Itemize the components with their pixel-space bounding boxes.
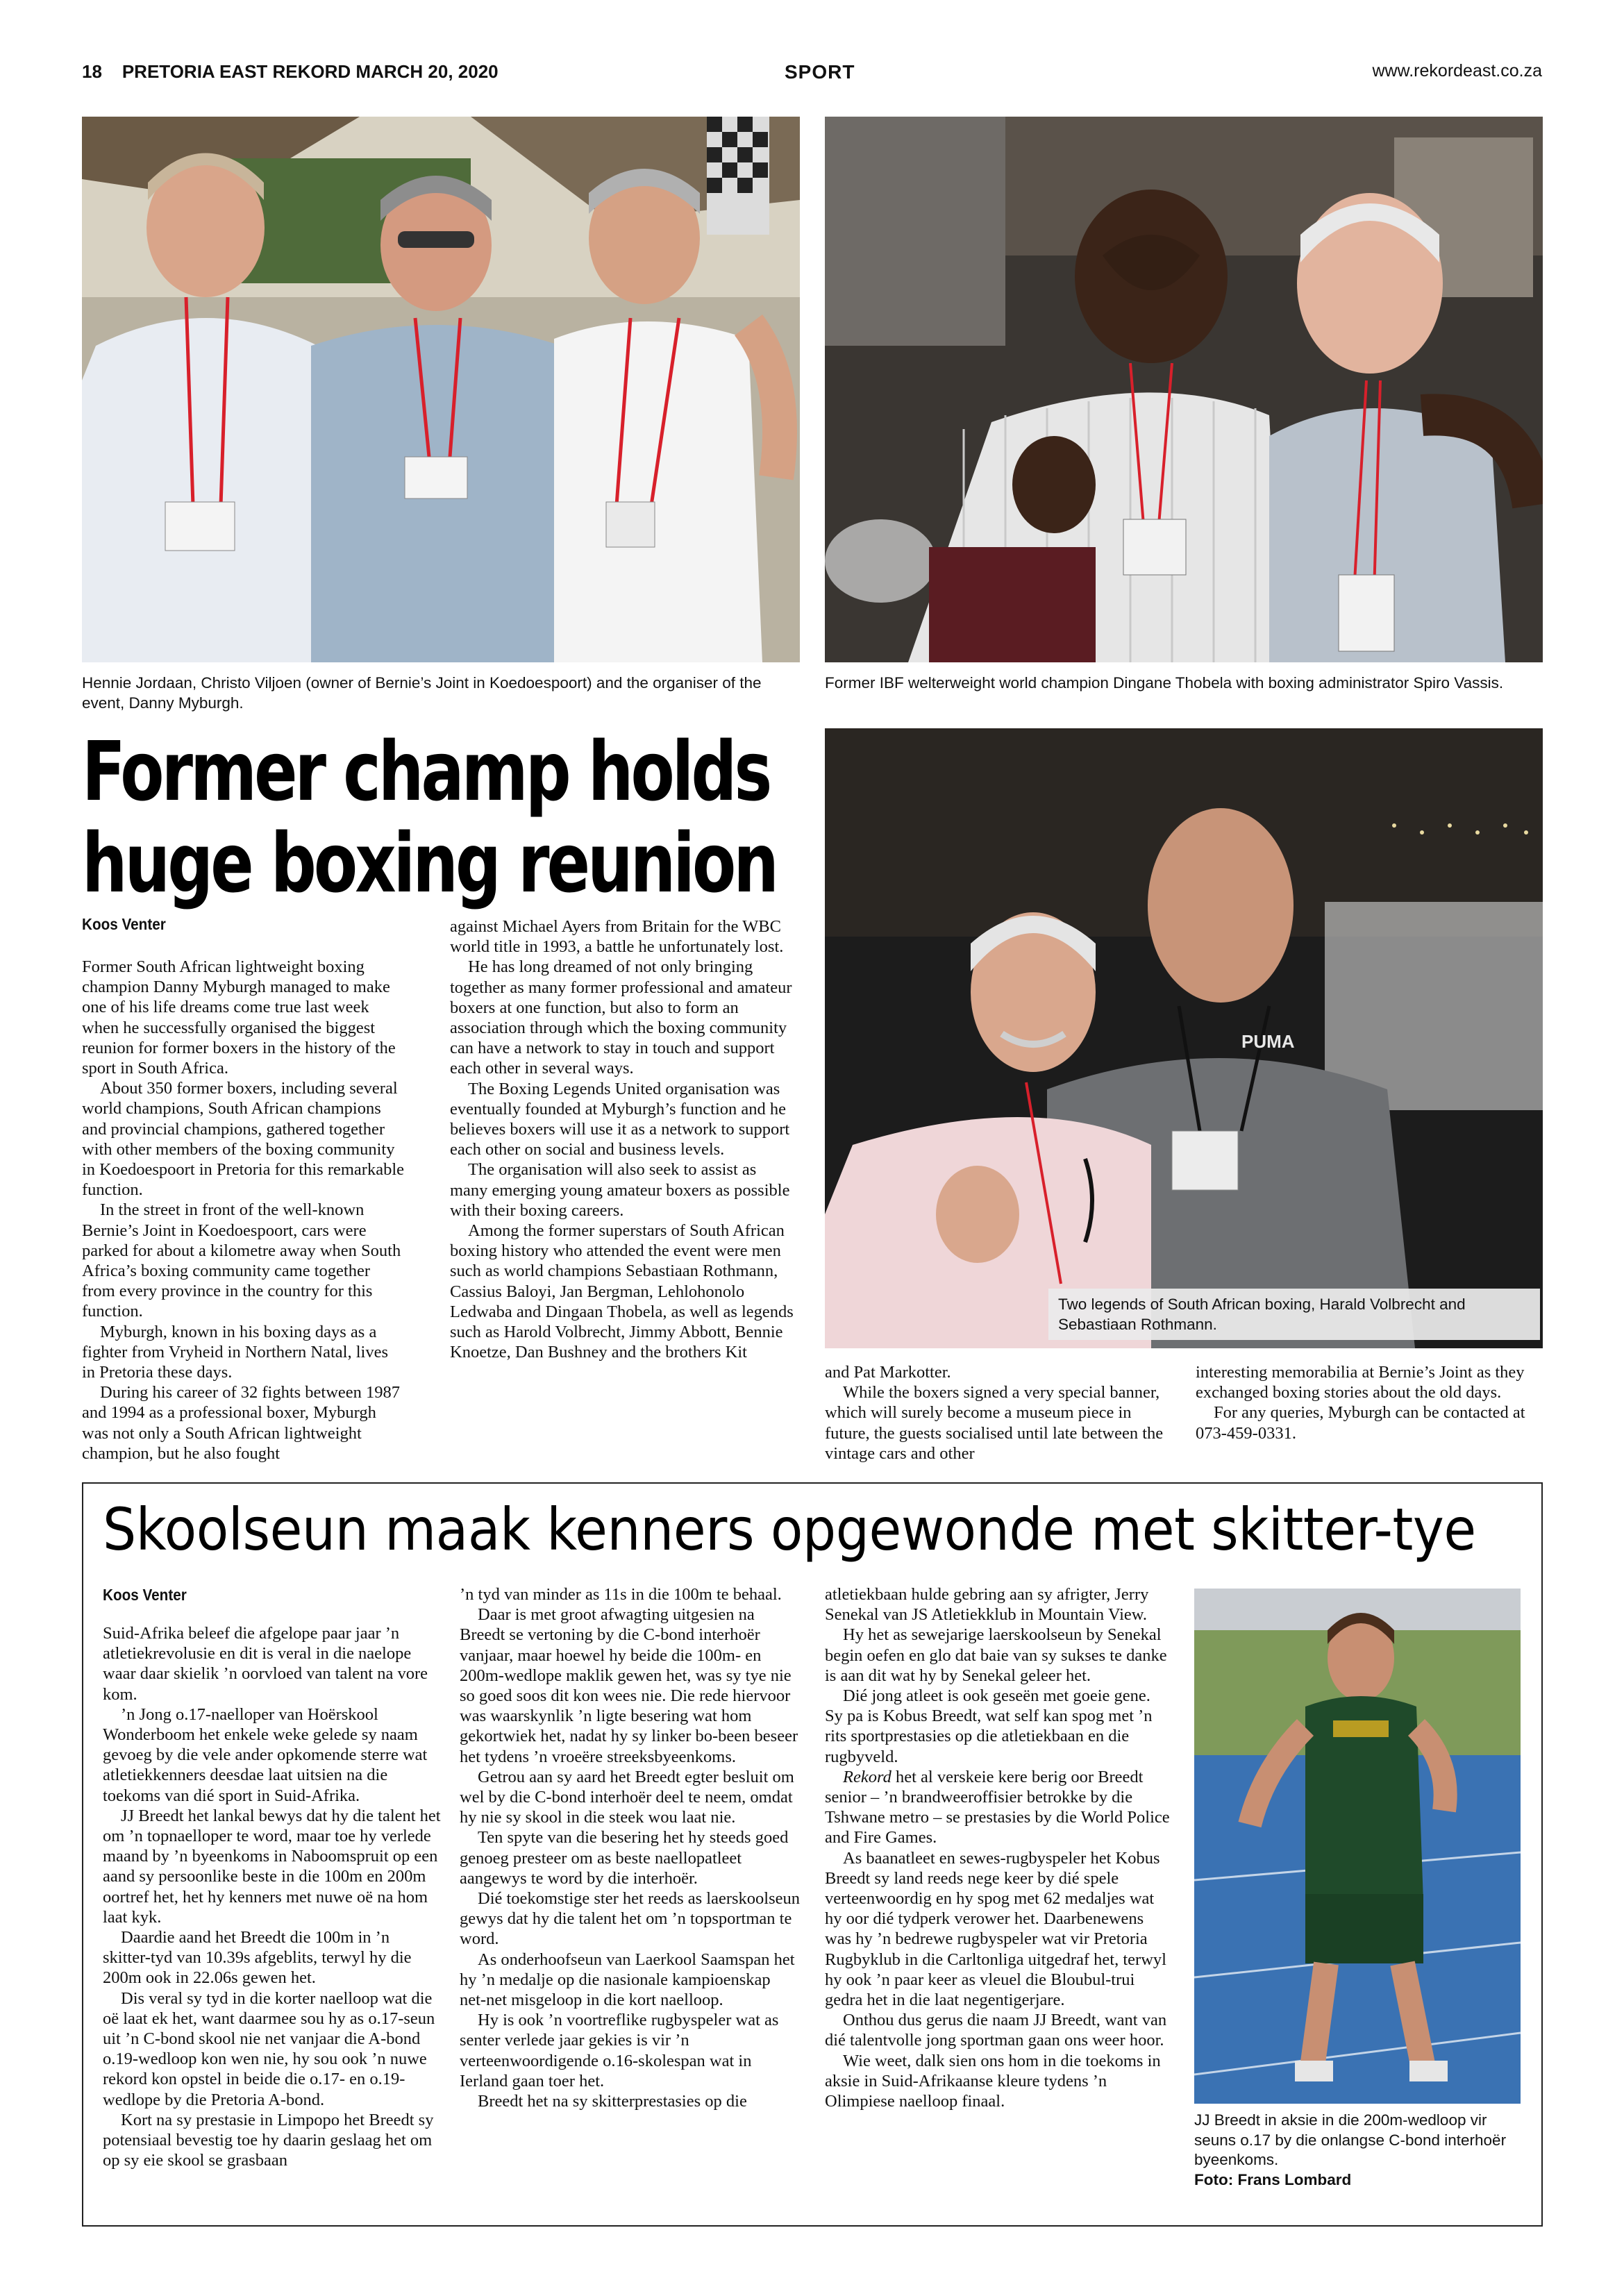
article-headline	[82, 723, 776, 911]
paragraph: Daardie aand het Breedt die 100m in ’n skitter-tyd van 10.39s afgeblits, terwyl hy die 200m ook in 22.06s gewen het.	[103, 1928, 412, 1988]
paragraph: Onthou dus gerus die naam JJ Breedt, want van dié talentvolle jong sportman gaan ons weer hoor.	[825, 2011, 1167, 2050]
article-column-1	[82, 957, 405, 1464]
paragraph: Dié toekomstige ster het reeds as laerskoolseun gewys dat hy die talent het om ’n topsportman te word.	[460, 1889, 801, 1949]
publication-date: PRETORIA EAST REKORD MARCH 20, 2020	[122, 61, 499, 82]
paragraph-text: het al verskeie kere berig oor Breedt senior – ’n brandweeroffisier betrokke by die Tshwane metro – se prestasies by die World Police and Fire Games.	[825, 1767, 1170, 1847]
paragraph: ’n tyd van minder as 11s in die 100m te behaal.	[460, 1585, 782, 1604]
page-number: 18	[82, 61, 102, 82]
paragraph: In the street in front of the well-known Bernie’s Joint in Koedoespoort, cars were parked for about a kilometre away when South Africa’s boxing community came together from every province in the country for this function.	[82, 1200, 401, 1321]
photo-credit: Foto: Frans Lombard	[1194, 2170, 1352, 2188]
paragraph: For any queries, Myburgh can be contacted at 073-459-0331.	[1196, 1403, 1525, 1443]
paragraph: Myburgh, known in his boxing days as a fighter from Vryheid in Northern Natal, lives in Pretoria these days.	[82, 1322, 388, 1382]
article2-column-3	[825, 1584, 1172, 2111]
article-column-2	[450, 916, 797, 1362]
paragraph: During his career of 32 fights between 1987 and 1994 as a professional boxer, Myburgh was not only a South African lightweight champion, but he also fought	[82, 1383, 401, 1463]
paragraph: About 350 former boxers, including several world champions, South African champions and provincial champions, gathered together with other members of the boxing community in Koedoespoort in Pretoria for this remarkable function.	[82, 1079, 405, 1200]
paragraph: Getrou aan sy aard het Breedt egter besluit om wel by die C-bond interhoër deel te neem, omdat hy nie sy skool in die steek wou laat nie.	[460, 1767, 794, 1827]
paragraph: Ten spyte van die besering het hy steeds goed genoeg presteer om as beste naellopatleet aangewys te word by die interhoër.	[460, 1828, 789, 1888]
paragraph: The Boxing Legends United organisation was eventually founded at Myburgh’s function and he believes boxers will use it as a network to support each other on social and business levels.	[450, 1079, 790, 1159]
paragraph: As onderhoofseun van Laerkool Saamspan het hy ’n medalje op die nasionale kampioenskap net-net misgeloop in die kort naelloop.	[460, 1950, 795, 2010]
paragraph: As baanatleet en sewes-rugbyspeler het Kobus Breedt sy land reeds nege keer by dié spele verteenwoordig en hy spog met 62 medaljes wat hy oor dié tydperk verower het. Daarbenewens was hy ’n bedrewe rugbyspeler wat vir Pretoria Rugbyklub in die Carltonliga uitgedraf het, terwyl hy ook ’n paar keer as vleuel die Bloubul-trui gedra het in die laat negentigerjare.	[825, 1848, 1166, 2010]
article2-headline: Skoolseun maak kenners opgewonde met skitter-tye	[103, 1495, 1476, 1564]
sprinter-caption-text: JJ Breedt in aksie in die 200m-wedloop vir seuns o.17 by die onlangse C-bond interhoër byeenkoms.	[1194, 2111, 1507, 2168]
photo-volbrecht-rothmann	[825, 728, 1543, 1348]
sprinter-caption	[1194, 2111, 1527, 2190]
photo-thobela-vassis	[825, 117, 1543, 662]
photo-jj-breedt-sprinting	[1194, 1589, 1521, 2104]
article2-column-1	[103, 1623, 442, 2170]
caption-top-left: Hennie Jordaan, Christo Viljoen (owner of Bernie’s Joint in Koedoespoort) and the organiser of the event, Danny Myburgh.	[82, 674, 762, 712]
paragraph: Daar is met groot afwagting uitgesien na Breedt se vertoning by die C-bond interhoër vanjaar, maar hoewel hy beide die 100m- en 200m-wedlope maklik gewen het, was sy tye nie so goed soos dit kon wees nie. Die rede hiervoor was waarskynlik ’n ligte besering wat hom gekortwiek het, nadat hy sy linker bo-been beseer het tydens ’n vroeëre streeksbyeenkoms.	[460, 1605, 798, 1766]
caption-middle-right: Two legends of South African boxing, Harald Volbrecht and Sebastiaan Rothmann.	[1048, 1289, 1540, 1340]
page-folio	[82, 61, 499, 83]
paragraph: atletiekbaan hulde gebring aan sy afrigter, Jerry Senekal van JS Atletiekklub in Mountain View.	[825, 1585, 1149, 1625]
paragraph: JJ Breedt het lankal bewys dat hy die talent het om ’n topnaelloper te word, maar toe hy verlede maand by ’n byeenkoms in Naboomspruit op een aand sy persoonlike beste in die 100m en 200m oortref het, het hy kenners met nuwe oë na hom laat kyk.	[103, 1806, 441, 1927]
article2-column-2	[460, 1584, 800, 2111]
paragraph: Dis veral sy tyd in die korter naelloop wat die oë laat ek het, want daarmee sou hy as o.17-seun uit ’n C-bond skool nie net vanjaar die A-bond o.19-wedloop kon wen nie, hy sou ook ’n nuwe rekord kon opstel in beide die o.17- en o.19-wedlope by die Pretoria A-bond.	[103, 1988, 435, 2109]
caption-top-right: Former IBF welterweight world champion Dingane Thobela with boxing administrator Spiro Vassis.	[825, 674, 1504, 692]
paragraph: Suid-Afrika beleef die afgelope paar jaar ’n atletiekrevolusie en dit is veral in die naelope waar daar skielik ’n oorvloed van talent na vore kom.	[103, 1624, 428, 1704]
paragraph: Wie weet, dalk sien ons hom in die toekoms in aksie in Suid-Afrikaanse kleure tydens ’n Olimpiese naelloop finaal.	[825, 2051, 1161, 2111]
website-url: www.rekordeast.co.za	[1372, 61, 1542, 81]
paragraph	[825, 1767, 1172, 1848]
headline-line-1: Former champ holds	[82, 723, 770, 819]
paragraph: Among the former superstars of South African boxing history who attended the event were men such as world champions Sebastiaan Rothmann, Cassius Baloyi, Jan Bergman, Lehlohonolo Ledwaba and Dingaan Thobela, as well as legends such as Harold Volbrecht, Jimmy Abbott, Bennie Knoetze, Dan Bushney and the brothers Kit	[450, 1221, 794, 1362]
article2-byline: Koos Venter	[103, 1586, 187, 1604]
puma-logo: PUMA	[1241, 1031, 1295, 1052]
paragraph: ’n Jong o.17-naelloper van Hoërskool Wonderboom het enkele weke gelede sy naam gevoeg by die vele ander opkomende sterre wat atletiekkenners deesdae laat uitsien na die toekoms van dié sport in Suid-Afrika.	[103, 1704, 428, 1805]
paragraph: Kort na sy prestasie in Limpopo het Breedt sy potensiaal bevestig toe hy daarin geslaag het om op sy eie skool se grasbaan	[103, 2110, 434, 2170]
paragraph: The organisation will also seek to assist as many emerging young amateur boxers as possible with their boxing careers.	[450, 1160, 790, 1220]
paragraph-lead-italic: Rekord	[843, 1767, 891, 1786]
paragraph: and Pat Markotter.	[825, 1363, 951, 1382]
section-label: SPORT	[785, 61, 855, 83]
article-column-3	[825, 1362, 1172, 1464]
paragraph: Hy het as sewejarige laerskoolseun by Senekal begin oefen en glo dat baie van sy sukses te danke is aan dit wat hy by Senekal geleer het.	[825, 1625, 1167, 1685]
photo-three-men	[82, 117, 800, 662]
paragraph: Breedt het na sy skitterprestasies op die	[478, 2092, 747, 2111]
byline: Koos Venter	[82, 915, 166, 933]
paragraph: While the boxers signed a very special banner, which will surely become a museum piece in future, the guests socialised until late between the vintage cars and other	[825, 1383, 1164, 1463]
headline-line-2: huge boxing reunion	[82, 815, 776, 911]
paragraph: Dié jong atleet is ook geseën met goeie gene. Sy pa is Kobus Breedt, wat self kan spog met ’n rits sportprestasies op die atletiekbaan en die rugbyveld.	[825, 1686, 1153, 1766]
paragraph: He has long dreamed of not only bringing together as many former professional and amateur boxers at one function, but also to form an association through which the boxing community can have a network to stay in touch and support each other in several ways.	[450, 957, 792, 1078]
paragraph: against Michael Ayers from Britain for the WBC world title in 1993, a battle he unfortunately lost.	[450, 917, 784, 957]
paragraph: Hy is ook ’n voortreflike rugbyspeler wat as senter verlede jaar gekies is vir ’n verteenwoordigende o.16-skolespan wat in Ierland gaan toer het.	[460, 2011, 779, 2090]
article-column-4	[1196, 1362, 1543, 1443]
paragraph: interesting memorabilia at Bernie’s Joint as they exchanged boxing stories about the old days.	[1196, 1363, 1525, 1402]
paragraph: Former South African lightweight boxing champion Danny Myburgh managed to make one of his life dreams come true last week when he successfully organised the biggest reunion for former boxers in the history of the sport in South Africa.	[82, 957, 396, 1078]
